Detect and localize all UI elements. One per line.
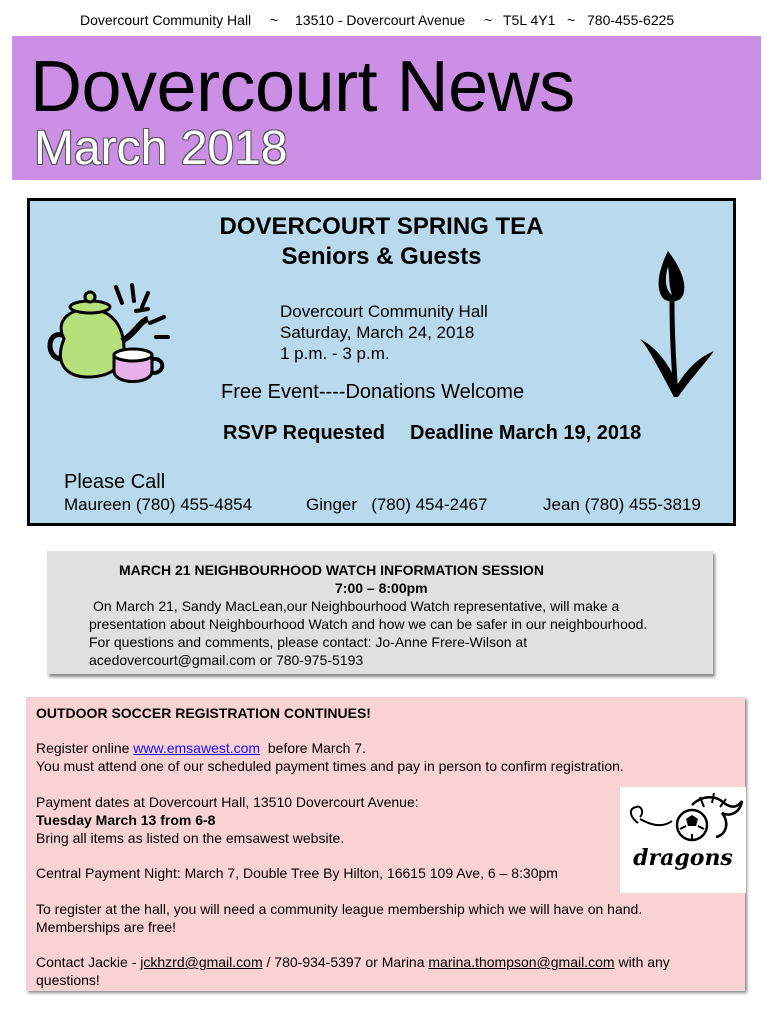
tea-please-call: Please Call — [64, 471, 166, 493]
watch-time: 7:00 – 8:00pm — [335, 580, 428, 596]
contact-suffix: with any — [614, 954, 670, 970]
tea-time: 1 p.m. - 3 p.m. — [280, 344, 390, 363]
header-separator: ~ — [567, 12, 576, 28]
jackie-email-link[interactable]: jckhzrd@gmail.com — [140, 954, 263, 970]
soccer-hall-registration: To register at the hall, you will need a community league membership which we will have on hand. — [36, 901, 643, 917]
marina-email-link[interactable]: marina.thompson@gmail.com — [428, 954, 615, 970]
header-contact-line — [0, 12, 770, 32]
register-suffix: before March 7. — [260, 740, 366, 756]
soccer-attend: You must attend one of our scheduled payment times and pay in person to confirm registration. — [36, 758, 624, 774]
soccer-contact-line — [36, 953, 670, 971]
contact-middle: / 780-934-5397 or Marina — [262, 954, 429, 970]
soccer-bring-items: Bring all items as listed on the emsawest website. — [36, 830, 345, 846]
dragons-logo-text: dragons — [633, 845, 733, 871]
neighbourhood-watch-box — [47, 551, 713, 674]
dragon-soccer-ball-icon — [620, 787, 746, 893]
tulip-icon — [638, 247, 718, 407]
teapot-icon — [44, 279, 174, 387]
header-address: 13510 - Dovercourt Avenue — [295, 12, 466, 28]
soccer-central-payment: Central Payment Night: March 7, Double Tree By Hilton, 16615 109 Ave, 6 – 8:30pm — [36, 865, 558, 881]
newsletter-banner — [12, 36, 761, 180]
soccer-payment-dates: Payment dates at Dovercourt Hall, 13510 Dovercourt Avenue: — [36, 794, 419, 810]
tea-location: Dovercourt Community Hall — [280, 302, 488, 321]
soccer-tuesday: Tuesday March 13 from 6-8 — [36, 812, 216, 828]
newsletter-title: Dovercourt News — [30, 47, 575, 127]
tea-contact: Maureen (780) 455-4854 — [64, 495, 253, 514]
register-prefix: Register online — [36, 740, 134, 756]
header-separator: ~ — [270, 12, 279, 28]
soccer-heading: OUTDOOR SOCCER REGISTRATION CONTINUES! — [36, 705, 371, 721]
spring-tea-heading: DOVERCOURT SPRING TEA — [219, 213, 544, 240]
header-postal: T5L 4Y1 — [503, 12, 556, 28]
watch-heading: MARCH 21 NEIGHBOURHOOD WATCH INFORMATION SESSION — [119, 562, 544, 578]
tea-free-event: Free Event----Donations Welcome — [221, 381, 525, 403]
watch-text-line: For questions and comments, please contact: Jo-Anne Frere-Wilson at — [89, 634, 528, 650]
newsletter-issue-date: March 2018 — [34, 122, 288, 175]
header-phone: 780-455-6225 — [587, 12, 675, 28]
contact-prefix: Contact Jackie - — [36, 954, 141, 970]
header-separator: ~ — [484, 12, 493, 28]
header-hall: Dovercourt Community Hall — [80, 12, 252, 28]
emsawest-link[interactable]: www.emsawest.com — [133, 740, 261, 756]
tea-contact: Ginger (780) 454-2467 — [306, 495, 488, 514]
dragons-logo — [620, 787, 746, 893]
soccer-memberships: Memberships are free! — [36, 919, 177, 935]
spring-tea-subheading: Seniors & Guests — [281, 243, 482, 270]
watch-text-line: On March 21, Sandy MacLean,our Neighbourhood Watch representative, will make a — [93, 598, 620, 614]
tea-date: Saturday, March 24, 2018 — [280, 323, 475, 342]
tea-contact: Jean (780) 455-3819 — [543, 495, 701, 514]
spring-tea-box — [27, 198, 736, 526]
watch-text-line: acedovercourt@gmail.com or 780-975-5193 — [89, 652, 364, 668]
soccer-contact-end: questions! — [36, 972, 100, 988]
watch-text-line: presentation about Neighbourhood Watch and how we can be safer in our neighbourhood. — [89, 616, 648, 632]
soccer-register-line — [36, 739, 366, 757]
tea-deadline: Deadline March 19, 2018 — [410, 422, 642, 444]
tea-rsvp: RSVP Requested — [223, 422, 385, 444]
